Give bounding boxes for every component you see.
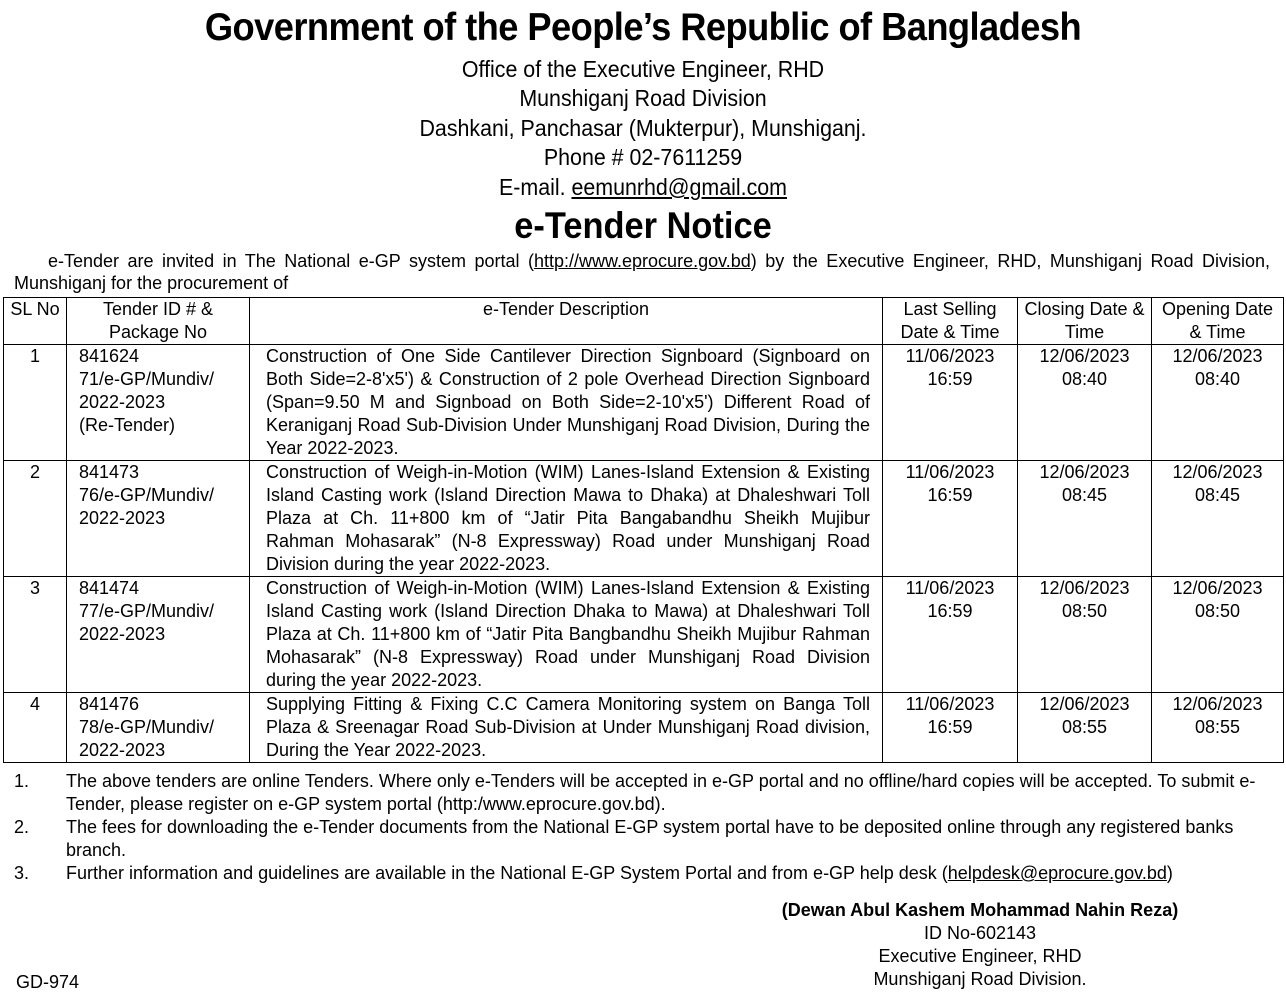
table-row	[4, 693, 1284, 763]
cell-tender-id	[67, 345, 250, 461]
email-label: E-mail.	[498, 174, 566, 200]
cell-description: Construction of Weigh-in-Motion (WIM) Lanes-Island Extension & Existing Island Casting work (Island Direction Mawa to Dhaka) at Dhaleshwari Toll Plaza at Ch. 11+800 km of “Jatir Pita Bangabandhu Sheikh Mujibur Rahman Mohasarak” (N-8 Expressway) Road under Munshiganj Road Division during the year 2022-2023.	[250, 461, 883, 577]
package-no: 78/e-GP/Mundiv/	[79, 717, 215, 737]
cell-tender-id	[67, 577, 250, 693]
government-title: Government of the People’s Republic of Bangladesh	[204, 6, 1082, 49]
cell-opening	[1152, 461, 1284, 577]
cell-sl: 2	[4, 461, 67, 577]
header-opening: Opening Date & Time	[1152, 298, 1284, 345]
notes-list	[14, 770, 1272, 885]
signatory-id: ID No-602143	[923, 923, 1037, 943]
opening-date: 12/06/2023	[1172, 694, 1263, 714]
opening-time: 08:40	[1194, 369, 1241, 389]
closing-date: 12/06/2023	[1039, 462, 1130, 482]
note-text: The fees for downloading the e-Tender documents from the National E-GP system portal have to be deposited online through any registered banks branch.	[66, 817, 1234, 860]
cell-tender-id	[67, 461, 250, 577]
package-year: 2022-2023	[79, 740, 166, 760]
note-number: 3.	[14, 863, 30, 883]
closing-time: 08:50	[1061, 601, 1108, 621]
tender-id: 841473	[79, 462, 140, 482]
signatory-name: (Dewan Abul Kashem Mohammad Nahin Reza)	[781, 900, 1179, 920]
last-selling-date: 11/06/2023	[905, 462, 995, 482]
closing-time: 08:55	[1061, 717, 1108, 737]
package-year: 2022-2023	[79, 508, 166, 528]
cell-opening	[1152, 345, 1284, 461]
note-item	[14, 862, 1272, 885]
cell-opening	[1152, 693, 1284, 763]
note-item	[14, 770, 1272, 816]
header-tender-id: Tender ID # & Package No	[67, 298, 250, 345]
signatory-designation: Executive Engineer, RHD	[878, 946, 1082, 966]
table-row	[4, 461, 1284, 577]
cell-closing	[1018, 461, 1152, 577]
tender-table	[3, 297, 1284, 763]
intro-paragraph	[14, 250, 1270, 294]
cell-last-selling	[883, 693, 1018, 763]
header-description: e-Tender Description	[250, 298, 883, 345]
notice-title: e-Tender Notice	[514, 205, 772, 246]
opening-date: 12/06/2023	[1172, 578, 1263, 598]
intro-text-end: ) by the Executive Engineer, RHD, Munshiganj Road Division, Munshiganj for the procurement of	[14, 251, 1270, 293]
package-no: 71/e-GP/Mundiv/	[79, 369, 215, 389]
office-email-line	[45, 173, 1241, 202]
opening-date: 12/06/2023	[1172, 462, 1263, 482]
helpdesk-email-link[interactable]: helpdesk@eprocure.gov.bd	[947, 863, 1167, 883]
email-link[interactable]: eemunrhd@gmail.com	[571, 174, 787, 200]
cell-last-selling	[883, 577, 1018, 693]
opening-time: 08:45	[1194, 485, 1241, 505]
opening-time: 08:50	[1194, 601, 1241, 621]
portal-link[interactable]: http://www.eprocure.gov.bd	[534, 251, 751, 271]
package-no: 76/e-GP/Mundiv/	[79, 485, 215, 505]
office-name: Office of the Executive Engineer, RHD	[461, 56, 825, 82]
cell-closing	[1018, 345, 1152, 461]
cell-description: Construction of One Side Cantilever Direction Signboard (Signboard on Both Side=2-8'x5') & Construction of 2 pole Overhead Direction Signboard (Span=9.50 M and Signboad on Both Side=2-10'x5') Different Road of Keraniganj Road Sub-Division Under Munshiganj Road Division, During the Year 2022-2023.	[250, 345, 883, 461]
signature-block	[770, 899, 1190, 991]
closing-date: 12/06/2023	[1039, 578, 1130, 598]
note-number: 2.	[14, 817, 30, 837]
table-row	[4, 577, 1284, 693]
last-selling-time: 16:59	[927, 717, 973, 737]
cell-sl: 4	[4, 693, 67, 763]
cell-description: Supplying Fitting & Fixing C.C Camera Monitoring system on Banga Toll Plaza & Sreenagar Road Sub-Division at Under Munshiganj Road division, During the Year 2022-2023.	[250, 693, 883, 763]
signatory-division: Munshiganj Road Division.	[873, 969, 1087, 989]
office-address: Dashkani, Panchasar (Mukterpur), Munshiganj.	[419, 115, 867, 141]
opening-date: 12/06/2023	[1172, 346, 1263, 366]
cell-description: Construction of Weigh-in-Motion (WIM) Lanes-Island Extension & Existing Island Casting work (Island Direction Dhaka to Mawa) at Dhaleshwari Toll Plaza at Ch. 11+800 km of “Jatir Pita Bangbandhu Sheikh Mujibur Rahman Mohasarak” (N-8 Expressway) Road under Munshiganj Road Division during the year 2022-2023.	[250, 577, 883, 693]
tender-id: 841476	[79, 694, 140, 714]
tender-id: 841624	[79, 346, 140, 366]
note-text-start: Further information and guidelines are available in the National E-GP System Portal and from e-GP help desk (	[66, 863, 948, 883]
office-phone: Phone # 02-7611259	[543, 144, 743, 170]
tender-id: 841474	[79, 578, 140, 598]
closing-time: 08:40	[1061, 369, 1108, 389]
header-sl: SL No	[4, 298, 67, 345]
header-last-selling: Last Selling Date & Time	[883, 298, 1018, 345]
cell-opening	[1152, 577, 1284, 693]
package-no: 77/e-GP/Mundiv/	[79, 601, 215, 621]
note-number: 1.	[14, 771, 30, 791]
note-text-end: )	[1166, 863, 1173, 883]
header-closing: Closing Date & Time	[1018, 298, 1152, 345]
closing-date: 12/06/2023	[1039, 694, 1130, 714]
last-selling-date: 11/06/2023	[905, 694, 995, 714]
note-item	[14, 816, 1272, 862]
table-row	[4, 345, 1284, 461]
package-year: 2022-2023	[79, 392, 166, 412]
last-selling-time: 16:59	[927, 369, 973, 389]
note-text: The above tenders are online Tenders. Where only e-Tenders will be accepted in e-GP portal and no offline/hard copies will be accepted. To submit e-Tender, please register on e-GP system portal (http:/www.eprocure.gov.bd).	[66, 771, 1256, 814]
last-selling-time: 16:59	[927, 601, 973, 621]
table-header-row	[4, 298, 1284, 345]
division-name: Munshiganj Road Division	[519, 85, 767, 111]
package-year: 2022-2023	[79, 624, 166, 644]
cell-closing	[1018, 577, 1152, 693]
cell-last-selling	[883, 461, 1018, 577]
opening-time: 08:55	[1194, 717, 1241, 737]
footer-code: GD-974	[16, 972, 80, 992]
cell-last-selling	[883, 345, 1018, 461]
intro-text-start: e-Tender are invited in The National e-GP system portal (	[48, 251, 534, 271]
cell-tender-id	[67, 693, 250, 763]
note-text	[66, 862, 1272, 885]
cell-sl: 3	[4, 577, 67, 693]
package-extra: (Re-Tender)	[79, 415, 176, 435]
last-selling-time: 16:59	[927, 485, 973, 505]
closing-time: 08:45	[1061, 485, 1108, 505]
cell-closing	[1018, 693, 1152, 763]
cell-sl: 1	[4, 345, 67, 461]
closing-date: 12/06/2023	[1039, 346, 1130, 366]
last-selling-date: 11/06/2023	[905, 346, 995, 366]
last-selling-date: 11/06/2023	[905, 578, 995, 598]
